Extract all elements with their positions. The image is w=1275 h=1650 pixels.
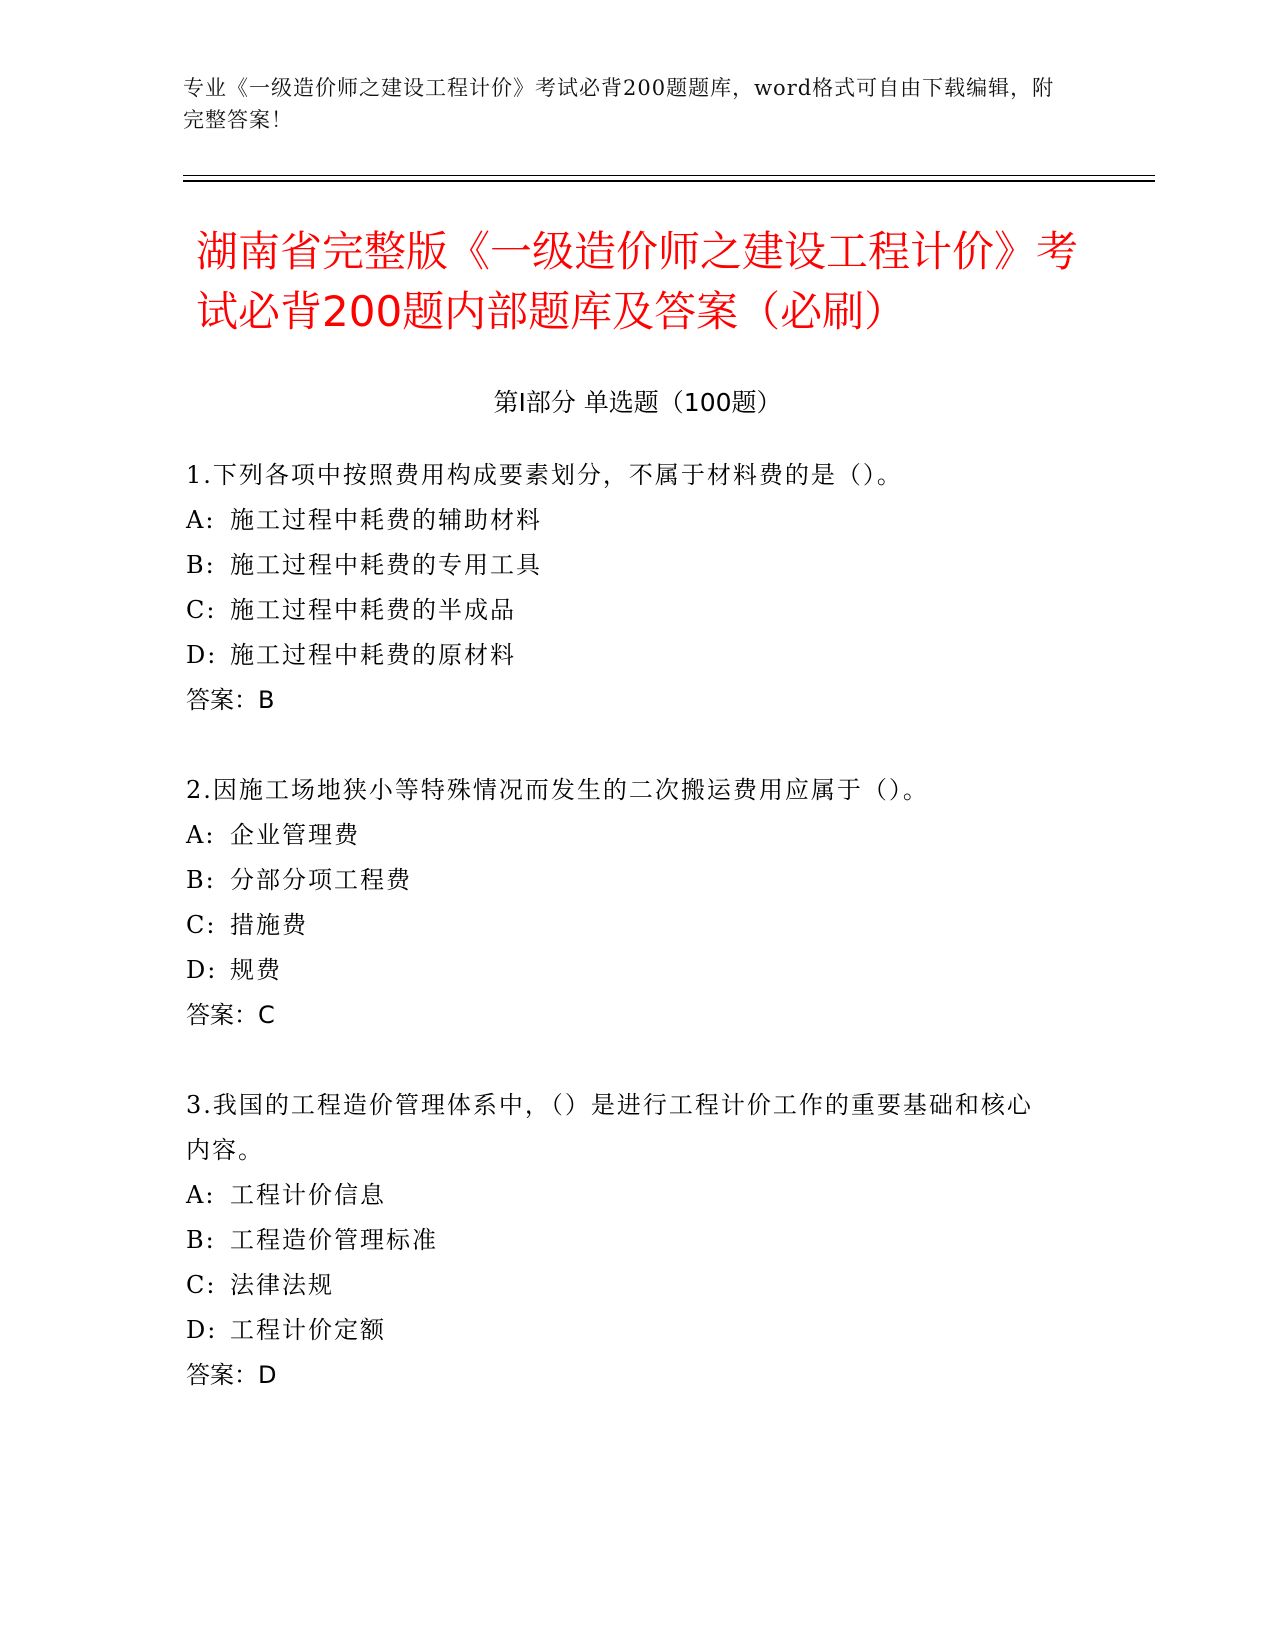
option-a (186, 813, 1086, 858)
option-text: 工程计价定额 (230, 1316, 386, 1344)
question-2 (186, 768, 1086, 1038)
option-a (186, 1173, 1046, 1218)
header-rule-thick (183, 180, 1155, 182)
option-d (186, 633, 1086, 678)
option-text: 施工过程中耗费的辅助材料 (230, 506, 542, 534)
option-text: 措施费 (230, 911, 308, 939)
option-letter: D: (186, 641, 218, 669)
option-letter: B: (186, 866, 216, 894)
option-letter: B: (186, 1226, 216, 1254)
option-letter: A: (186, 821, 216, 849)
answer-label: 答案：B (186, 686, 275, 714)
document-title: 湖南省完整版《一级造价师之建设工程计价》考试必背200题内部题库及答案（必刷） (196, 227, 1079, 336)
option-c (186, 588, 1086, 633)
option-a (186, 498, 1086, 543)
option-text: 施工过程中耗费的专用工具 (230, 551, 542, 579)
option-letter: A: (186, 506, 216, 534)
option-text: 规费 (230, 956, 282, 984)
option-text: 分部分项工程费 (230, 866, 412, 894)
option-text: 施工过程中耗费的半成品 (230, 596, 516, 624)
option-text: 法律法规 (230, 1271, 334, 1299)
question-stem: 1.下列各项中按照费用构成要素划分，不属于材料费的是（）。 (186, 461, 903, 489)
question-stem: 2.因施工场地狭小等特殊情况而发生的二次搬运费用应属于（）。 (186, 776, 929, 804)
option-letter: C: (186, 596, 217, 624)
option-letter: C: (186, 911, 217, 939)
option-letter: D: (186, 1316, 218, 1344)
section-title: 第I部分 单选题（100题） (493, 388, 782, 417)
option-b (186, 858, 1086, 903)
question-1 (186, 453, 1086, 723)
option-d (186, 1308, 1046, 1353)
option-text: 企业管理费 (230, 821, 360, 849)
header-rule-thin (183, 175, 1155, 176)
option-c (186, 903, 1086, 948)
option-b (186, 543, 1086, 588)
option-letter: A: (186, 1181, 216, 1209)
option-text: 工程造价管理标准 (230, 1226, 438, 1254)
answer-label: 答案：C (186, 1001, 275, 1029)
option-c (186, 1263, 1046, 1308)
question-3 (186, 1083, 1046, 1398)
option-text: 施工过程中耗费的原材料 (230, 641, 516, 669)
option-text: 工程计价信息 (230, 1181, 386, 1209)
option-letter: D: (186, 956, 218, 984)
question-stem: 3.我国的工程造价管理体系中，（）是进行工程计价工作的重要基础和核心内容。 (186, 1091, 1033, 1164)
option-d (186, 948, 1086, 993)
option-letter: B: (186, 551, 216, 579)
header-note: 专业《一级造价师之建设工程计价》考试必背200题题库，word格式可自由下载编辑，附完整答案！ (183, 76, 1055, 132)
option-letter: C: (186, 1271, 217, 1299)
answer-label: 答案：D (186, 1361, 277, 1389)
option-b (186, 1218, 1046, 1263)
